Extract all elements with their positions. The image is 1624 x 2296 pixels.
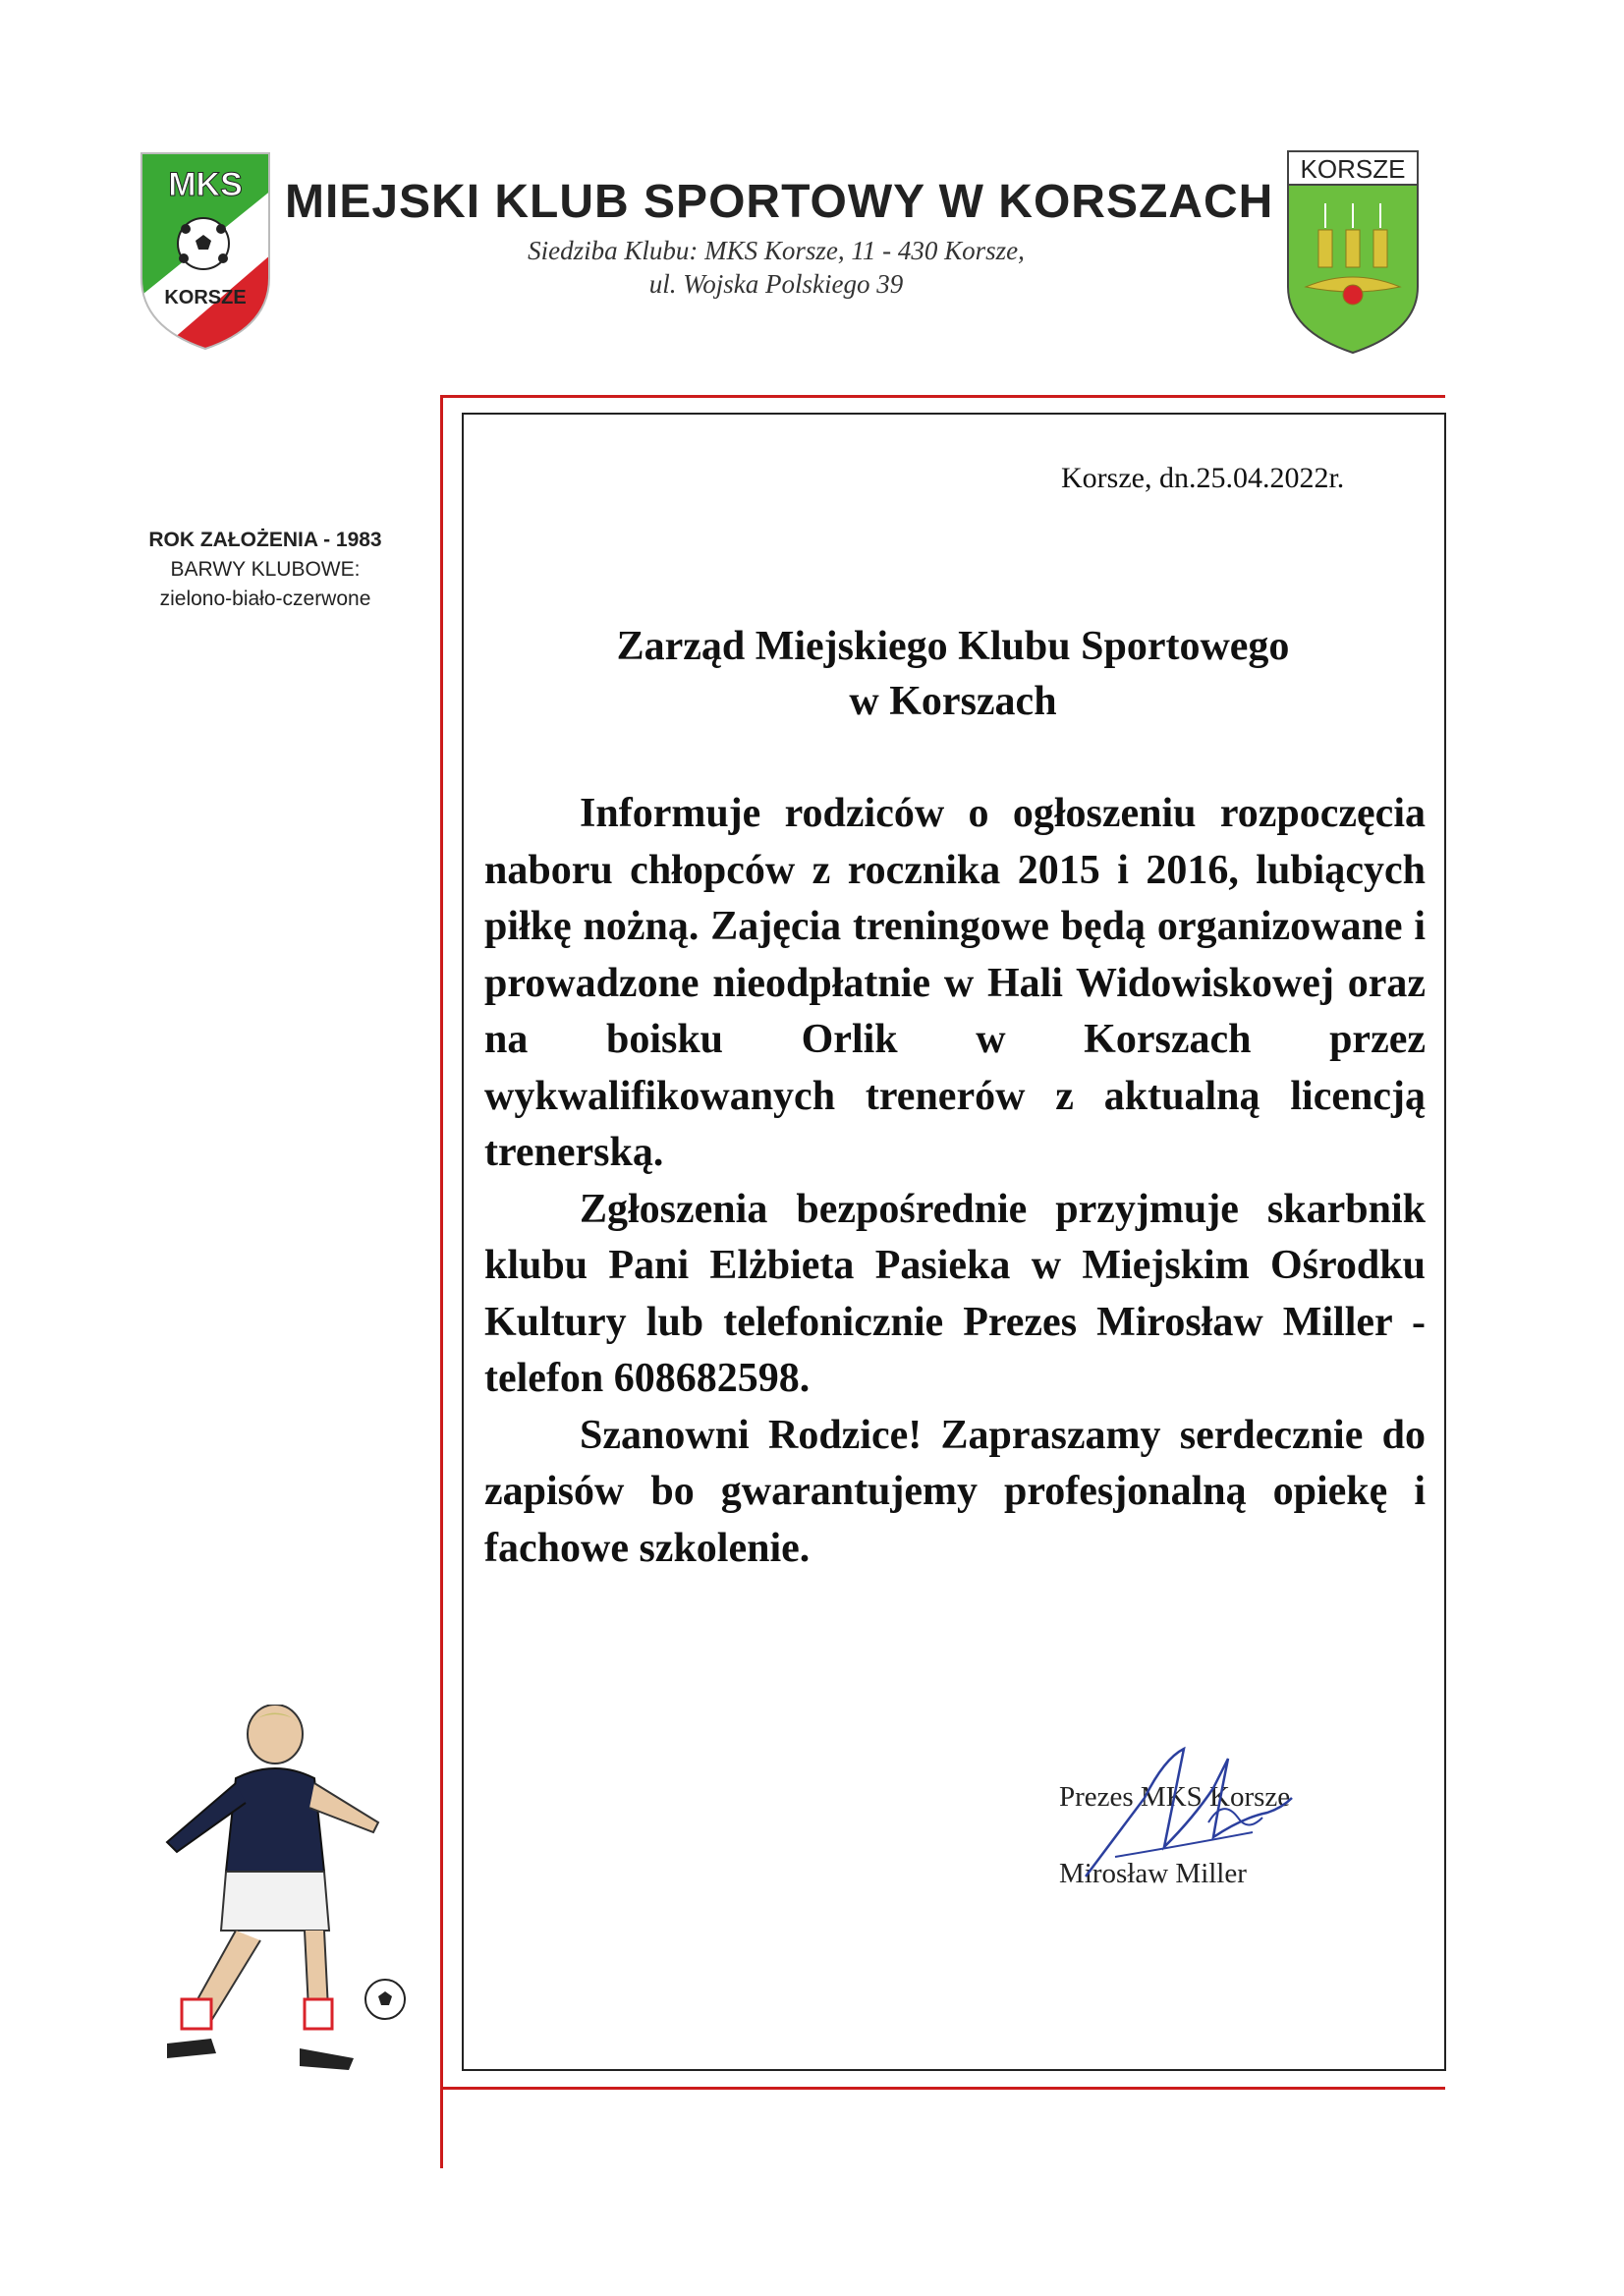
red-frame-left (440, 395, 443, 2168)
paragraph-announcement: Informuje rodziców o ogłoszeniu rozpoczęcia naboru chłopców z rocznika 2015 i 2016, lubiących piłkę nożną. Zajęcia treningowe będą organizowane i prowadzone nieodpłatnie w Hali Widowiskowej oraz na boisku Orlik w Korszach przez wykwalifikowanych trenerów z aktualną licencją trenerską. (484, 791, 1426, 1175)
club-colors-label: BARWY KLUBOWE: (170, 558, 361, 581)
club-name: MIEJSKI KLUB SPORTOWY W KORSZACH (285, 176, 1274, 228)
signature-title: Prezes MKS Korsze (1059, 1781, 1291, 1813)
mks-club-logo (139, 150, 272, 352)
red-frame-top (440, 395, 1445, 398)
address-line-1: Siedziba Klubu: MKS Korsze, 11 - 430 Korsze, (528, 236, 1025, 265)
mks-logo-top-text: MKS (168, 166, 243, 203)
letter-date: Korsze, dn.25.04.2022r. (1061, 462, 1345, 494)
korsze-coat-of-arms (1286, 149, 1420, 355)
heading-line-1: Zarząd Miejskiego Klubu Sportowego (616, 624, 1290, 669)
football-player-illustration (128, 1705, 413, 2088)
letter-heading (481, 619, 1425, 729)
signature-name: Mirosław Miller (1059, 1858, 1247, 1889)
founding-year: ROK ZAŁOŻENIA - 1983 (148, 529, 382, 551)
korsze-logo-text: KORSZE (1300, 154, 1406, 184)
address-line-2: ul. Wojska Polskiego 39 (648, 269, 904, 299)
mks-logo-bottom-text: KORSZE (164, 287, 247, 308)
club-address (285, 234, 1267, 301)
letter-body (484, 786, 1426, 1577)
paragraph-contact: Zgłoszenia bezpośrednie przyjmuje skarbnik klubu Pani Elżbieta Pasieka w Miejskim Ośrodku Kultury lub telefonicznie Prezes Mirosław Miller - telefon 608682598. (484, 1186, 1426, 1401)
club-colors-value: zielono-biało-czerwone (159, 588, 371, 610)
paragraph-invitation: Szanowni Rodzice! Zapraszamy serdecznie do zapisów bo gwarantujemy profesjonalną opiekę i fachowe szkolenie. (484, 1412, 1426, 1571)
club-info (118, 526, 413, 614)
handwritten-signature (1056, 1729, 1312, 1886)
red-frame-bottom (440, 2087, 1445, 2090)
heading-line-2: w Korszach (849, 679, 1057, 724)
